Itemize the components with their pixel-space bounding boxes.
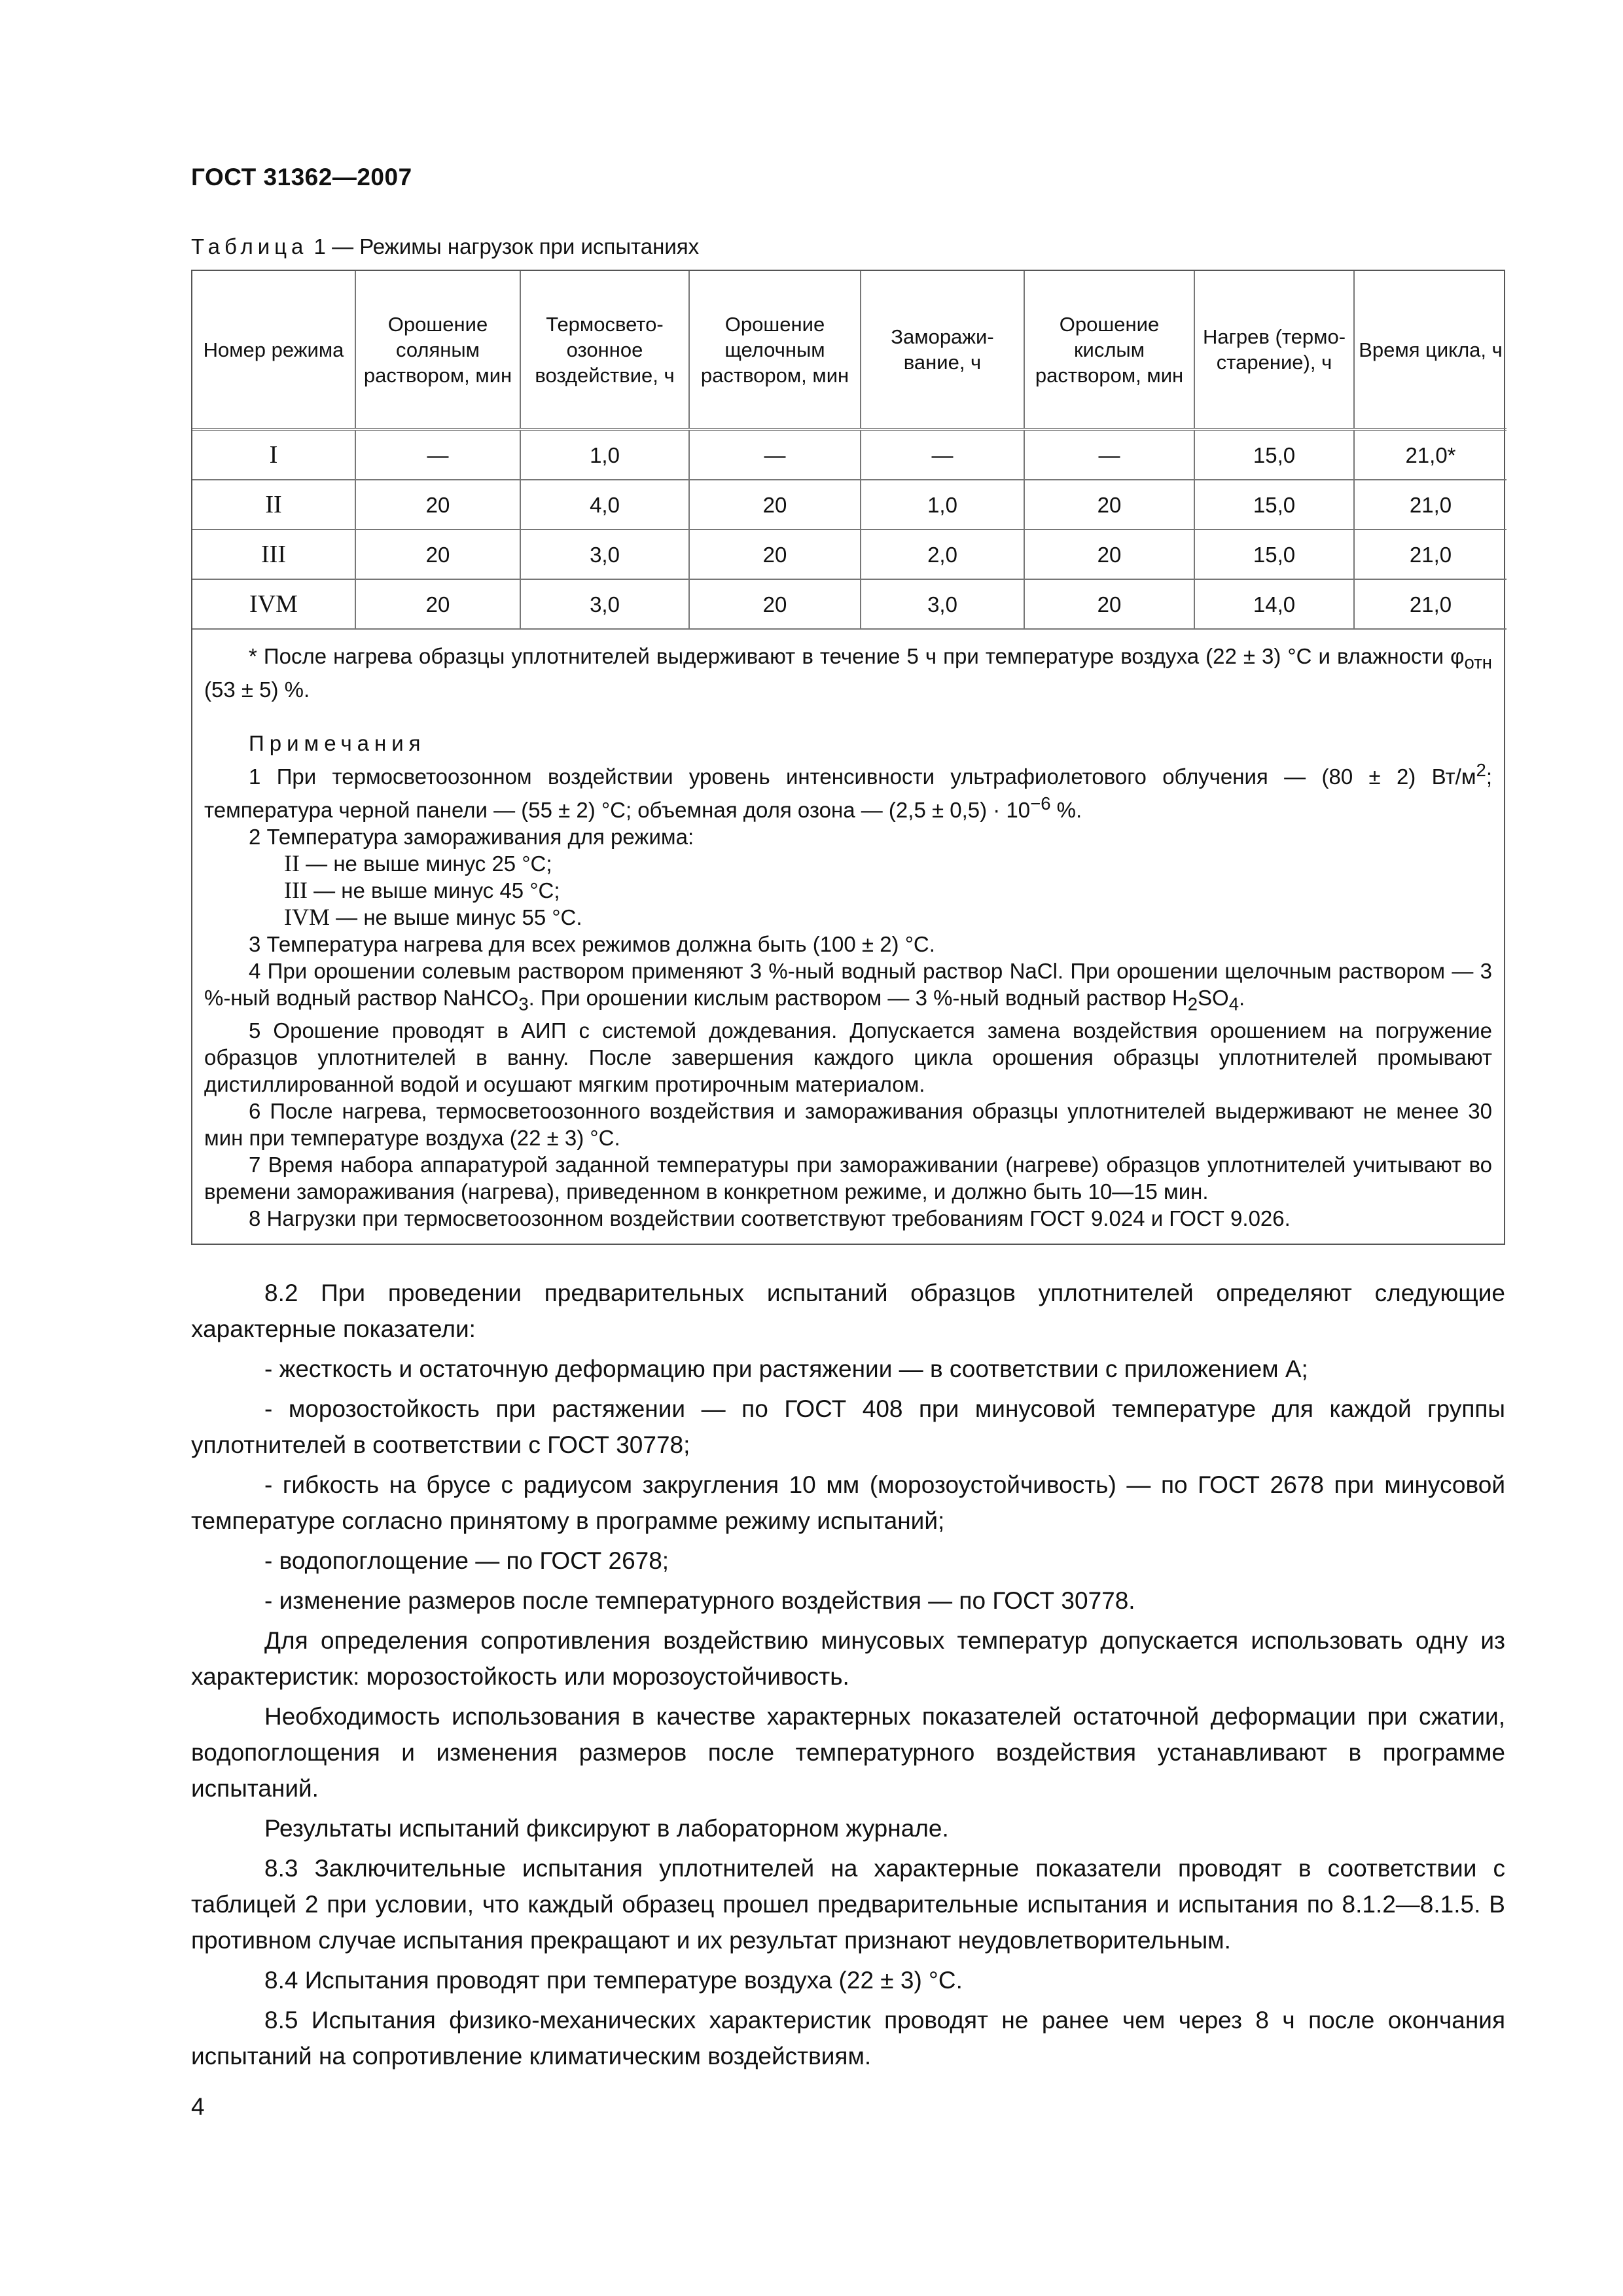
note-text: ; температура черной панели — (55 ± 2) °С; объемная доля озона — (2,5 ± 0,5) · 10 bbox=[204, 764, 1492, 822]
note-subscript: 4 bbox=[1228, 994, 1240, 1014]
paragraph-8-2: 8.2 При проведении предварительных испытаний образцов уплотнителей определяют следующие характерные показатели: bbox=[191, 1280, 1505, 1342]
body-text bbox=[191, 1275, 1505, 2074]
table-cell: — bbox=[689, 429, 861, 480]
footnote-subscript: отн bbox=[1464, 652, 1492, 673]
note-2-item bbox=[204, 904, 1492, 931]
table-row bbox=[192, 579, 1507, 629]
list-item: - морозостойкость при растяжении — по ГОСТ 408 при минусовой температуре для каждой группы уплотнителей в соответствии с ГОСТ 30778; bbox=[191, 1395, 1505, 1458]
column-header: Орошение щелочным раствором, мин bbox=[689, 271, 861, 429]
table-cell: 4,0 bbox=[520, 480, 689, 529]
note-subscript: 2 bbox=[1187, 994, 1198, 1014]
table-footnote bbox=[204, 643, 1492, 703]
loading-modes-table bbox=[192, 271, 1507, 630]
table-cell: 20 bbox=[689, 480, 861, 529]
table-cell: 20 bbox=[355, 529, 520, 579]
column-header: Термосвето-озонное воздействие, ч bbox=[520, 271, 689, 429]
mode-number: IVM bbox=[284, 903, 330, 930]
paragraph: Необходимость использования в качестве характерных показателей остаточной деформации при сжатии, водопоглощения и изменения размеров после температурного воздействия устанавливают в программе испытаний. bbox=[191, 1703, 1505, 1802]
paragraph-8-3: 8.3 Заключительные испытания уплотнителей на характерные показатели проводят в соответствии с таблицей 2 при условии, что каждый образец прошел предварительные испытания и испытания по 8.1.2—8.1.5. В противном случае испытания прекращают и их результат признают неудовлетворительным. bbox=[191, 1855, 1505, 1954]
note-text: . bbox=[1239, 985, 1245, 1010]
column-header: Заморажи-вание, ч bbox=[861, 271, 1024, 429]
note-4 bbox=[204, 958, 1492, 1018]
note-subscript: 3 bbox=[518, 994, 529, 1014]
note-text: %. bbox=[1050, 797, 1082, 822]
note-5: 5 Орошение проводят в АИП с системой дождевания. Допускается замена воздействия орошением на погружение образцов уплотнителей в ванну. После завершения каждого цикла орошения образцы уплотнителей промывают дистиллированной водой и осушают мягким протирочным материалом. bbox=[204, 1018, 1492, 1097]
list-item: - жесткость и остаточную деформацию при растяжении — в соответствии с приложением А; bbox=[264, 1355, 1308, 1382]
paragraph: Для определения сопротивления воздействию минусовых температур допускается использовать одну из характеристик: морозостойкость или морозоустойчивость. bbox=[191, 1627, 1505, 1690]
column-header: Орошение соляным раствором, мин bbox=[355, 271, 520, 429]
table-cell: 21,0 bbox=[1354, 529, 1507, 579]
note-2-item bbox=[204, 850, 1492, 877]
table-cell: 3,0 bbox=[520, 579, 689, 629]
note-6: 6 После нагрева, термосветоозонного воздействия и замораживания образцы уплотнителей выдерживают не менее 30 мин при температуре воздуха (22 ± 3) °С. bbox=[204, 1099, 1492, 1151]
note-superscript: −6 bbox=[1030, 793, 1051, 814]
paragraph: Результаты испытаний фиксируют в лабораторном журнале. bbox=[264, 1815, 949, 1842]
list-item: - гибкость на брусе с радиусом закругления 10 мм (морозоустойчивость) — по ГОСТ 2678 при минусовой температуре согласно принятому в программе режиму испытаний; bbox=[191, 1471, 1505, 1534]
table-caption bbox=[191, 234, 699, 259]
loading-modes-table-block bbox=[191, 270, 1505, 1245]
table-cell: 3,0 bbox=[520, 529, 689, 579]
table-cell: 21,0 bbox=[1354, 579, 1507, 629]
table-cell: — bbox=[861, 429, 1024, 480]
table-cell: 1,0 bbox=[520, 429, 689, 480]
table-header-row bbox=[192, 271, 1507, 429]
table-cell: 21,0 bbox=[1354, 480, 1507, 529]
mode-number: III bbox=[284, 876, 308, 903]
table-row bbox=[192, 480, 1507, 529]
list-item: - водопоглощение — по ГОСТ 2678; bbox=[264, 1547, 669, 1574]
note-text: 4 При орошении солевым раствором применяют 3 %-ный водный раствор NaCl. При орошении щелочным раствором — 3 %-ный водный раствор NaHCO bbox=[204, 958, 1492, 1010]
table-cell: 21,0* bbox=[1354, 429, 1507, 480]
table-cell: 20 bbox=[355, 579, 520, 629]
document-code: ГОСТ 31362—2007 bbox=[191, 164, 412, 190]
paragraph-8-5: 8.5 Испытания физико-механических характеристик проводят не ранее чем через 8 ч после окончания испытаний на сопротивление климатическим воздействиям. bbox=[191, 2007, 1505, 2070]
table-cell: IVM bbox=[192, 579, 355, 629]
table-cell: 3,0 bbox=[861, 579, 1024, 629]
mode-number: II bbox=[284, 850, 300, 876]
table-notes bbox=[192, 630, 1504, 1244]
table-cell: 20 bbox=[689, 529, 861, 579]
list-item: - изменение размеров после температурного воздействия — по ГОСТ 30778. bbox=[264, 1587, 1135, 1614]
note-7: 7 Время набора аппаратурой заданной температуры при замораживании (нагреве) образцов уплотнителей учитывают во времени замораживания (нагрева), приведенном в конкретном режиме, и должно быть 10—15 мин. bbox=[204, 1153, 1492, 1204]
column-header: Время цикла, ч bbox=[1354, 271, 1507, 429]
table-caption-word: Таблица bbox=[191, 234, 308, 259]
note-3: 3 Температура нагрева для всех режимов должна быть (100 ± 2) °С. bbox=[249, 931, 935, 956]
table-cell: III bbox=[192, 529, 355, 579]
note-text: — не выше минус 55 °С. bbox=[330, 905, 582, 929]
table-cell: 15,0 bbox=[1194, 529, 1354, 579]
table-row bbox=[192, 429, 1507, 480]
column-header: Нагрев (термо-старение), ч bbox=[1194, 271, 1354, 429]
note-text: SO bbox=[1198, 985, 1229, 1010]
table-cell: 2,0 bbox=[861, 529, 1024, 579]
footnote-text: * После нагрева образцы уплотнителей выдерживают в течение 5 ч при температуре воздуха (22 ± 3) °С и влажности φ bbox=[249, 644, 1465, 668]
table-cell: 14,0 bbox=[1194, 579, 1354, 629]
note-text: — не выше минус 25 °С; bbox=[299, 851, 552, 876]
table-cell: — bbox=[1024, 429, 1194, 480]
note-text: . При орошении кислым раствором — 3 %-ный водный раствор H bbox=[528, 985, 1188, 1010]
footnote-text-end: (53 ± 5) %. bbox=[204, 677, 310, 702]
column-header: Орошение кислым раствором, мин bbox=[1024, 271, 1194, 429]
note-2: 2 Температура замораживания для режима: bbox=[249, 824, 694, 849]
table-cell: 20 bbox=[1024, 480, 1194, 529]
table-cell: 15,0 bbox=[1194, 429, 1354, 480]
table-row bbox=[192, 529, 1507, 579]
table-cell: 20 bbox=[355, 480, 520, 529]
paragraph-8-4: 8.4 Испытания проводят при температуре воздуха (22 ± 3) °С. bbox=[264, 1967, 963, 1994]
table-cell: 1,0 bbox=[861, 480, 1024, 529]
notes-heading: Примечания bbox=[249, 730, 426, 755]
note-superscript: 2 bbox=[1476, 759, 1486, 780]
page-number: 4 bbox=[191, 2093, 205, 2120]
table-cell: 15,0 bbox=[1194, 480, 1354, 529]
table-cell: I bbox=[192, 429, 355, 480]
note-1 bbox=[204, 757, 1492, 823]
table-cell: 20 bbox=[1024, 529, 1194, 579]
table-cell: — bbox=[355, 429, 520, 480]
table-caption-title: 1 — Режимы нагрузок при испытаниях bbox=[308, 234, 700, 259]
table-cell: 20 bbox=[1024, 579, 1194, 629]
note-2-item bbox=[204, 877, 1492, 904]
note-text: 1 При термосветоозонном воздействии уровень интенсивности ультрафиолетового облучения — (80 ± 2) Вт/м bbox=[249, 764, 1476, 789]
note-text: — не выше минус 45 °С; bbox=[307, 878, 560, 903]
table-cell: II bbox=[192, 480, 355, 529]
table-cell: 20 bbox=[689, 579, 861, 629]
note-8: 8 Нагрузки при термосветоозонном воздействии соответствуют требованиям ГОСТ 9.024 и ГОСТ 9.026. bbox=[249, 1206, 1291, 1231]
column-header: Номер режима bbox=[192, 271, 355, 429]
